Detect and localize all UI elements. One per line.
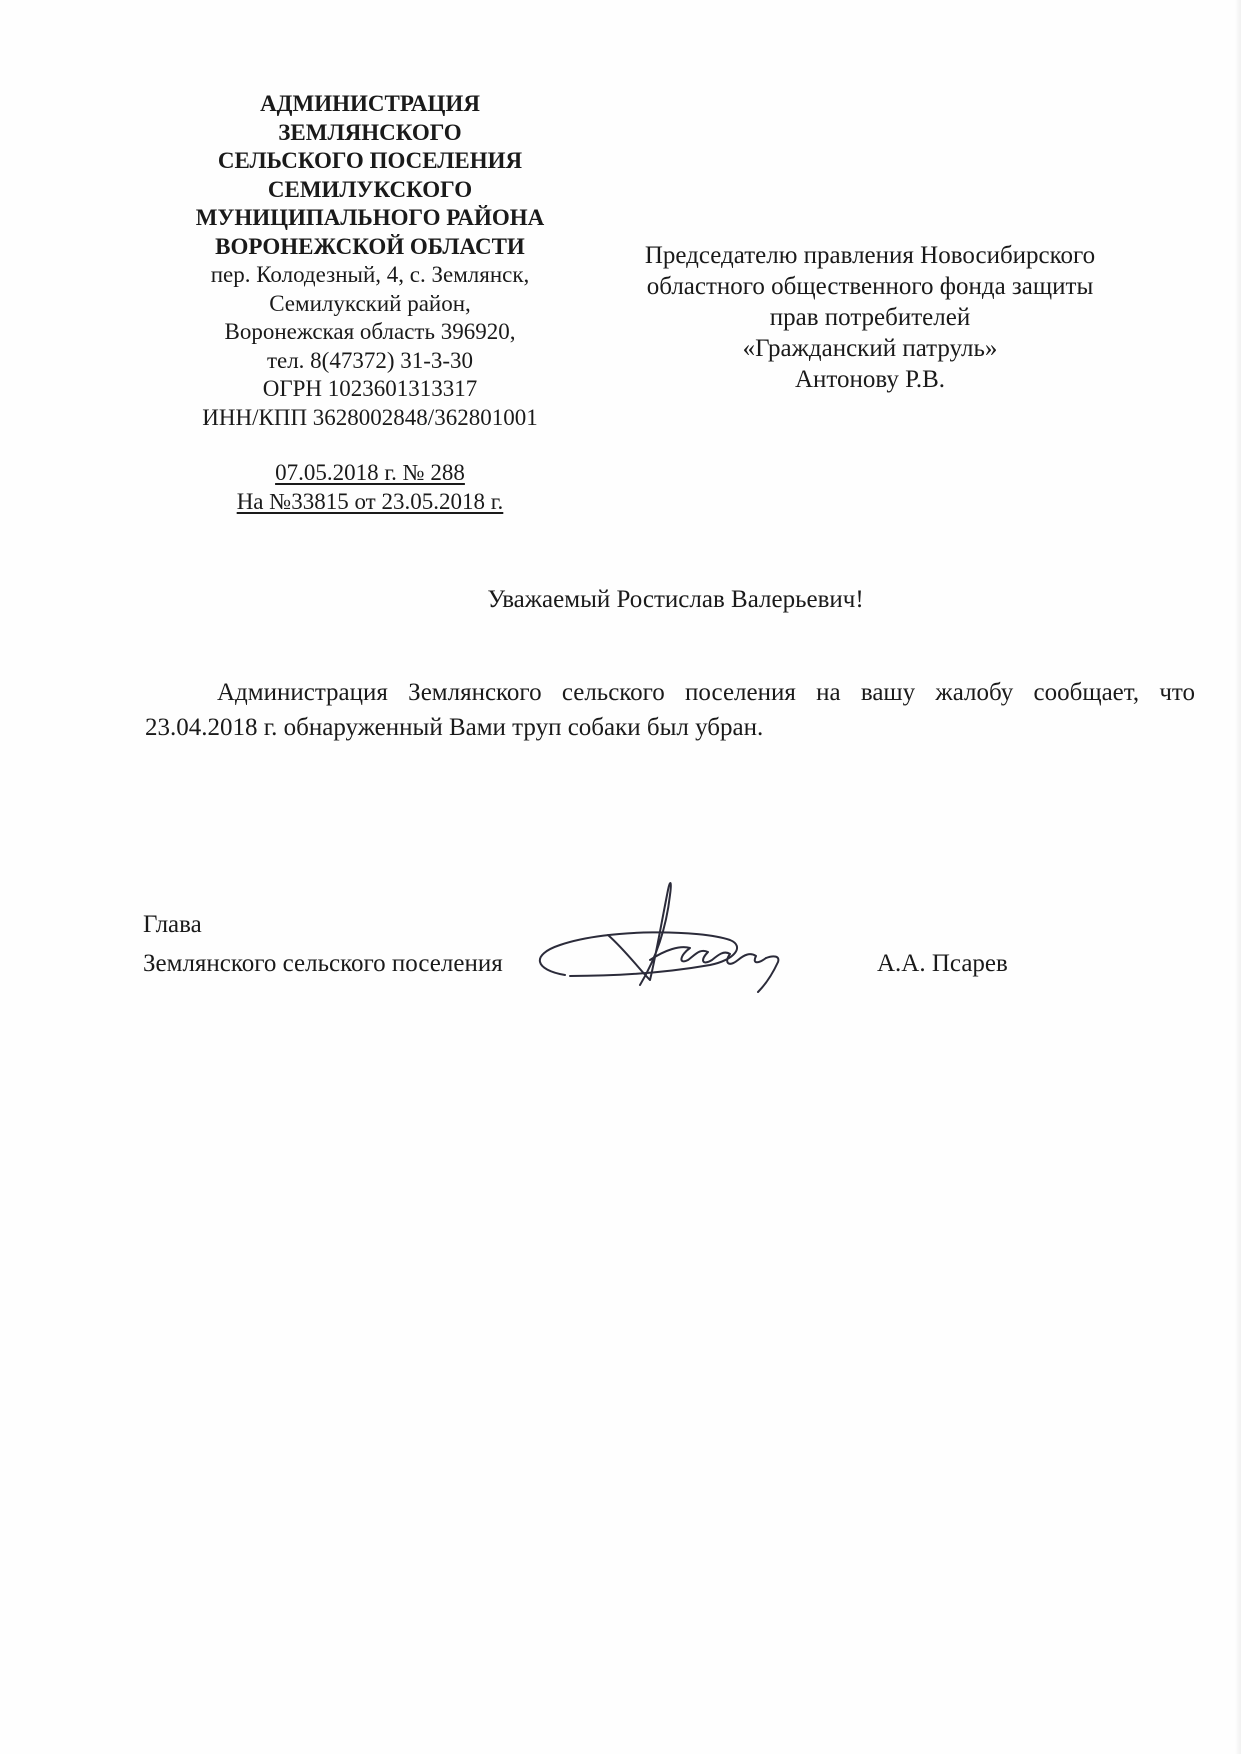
sender-address-line: Семилукский район, — [269, 290, 471, 316]
recipient-line: областного общественного фонда защиты — [646, 273, 1094, 300]
body-paragraph: Администрация Землянского сельского поселения на вашу жалобу сообщает, что 23.04.2018 г. обнаруженный Вами труп собаки был убран. — [145, 679, 1195, 741]
sender-ogrn: ОГРН 1023601313317 — [262, 376, 478, 401]
sender-org-line: МУНИЦИПАЛЬНОГО РАЙОНА — [195, 205, 545, 230]
sender-block — [160, 90, 580, 516]
sender-org-line: СЕМИЛУКСКОГО — [267, 176, 473, 202]
letter-body — [145, 675, 1195, 745]
sender-org-line: ВОРОНЕЖСКОЙ ОБЛАСТИ — [215, 233, 525, 259]
recipient-block — [600, 240, 1140, 395]
outgoing-reference: 07.05.2018 г. № 288 — [275, 460, 465, 485]
incoming-reference: На №33815 от 23.05.2018 г. — [236, 488, 504, 514]
sender-org-line: ЗЕМЛЯНСКОГО — [278, 119, 462, 145]
sender-phone: тел. 8(47372) 31-3-30 — [266, 347, 474, 373]
recipient-line: «Гражданский патруль» — [742, 335, 998, 362]
signer-name: А.А. Псарев — [877, 950, 1008, 977]
sender-inn-kpp: ИНН/КПП 3628002848/362801001 — [202, 404, 538, 430]
recipient-line: Председателю правления Новосибирского — [644, 242, 1096, 269]
reference-block — [160, 459, 580, 516]
signatory-title-line2: Землянского сельского поселения — [143, 950, 503, 977]
handwritten-signature — [530, 860, 850, 1000]
recipient-name: Антонову Р.В. — [794, 366, 946, 393]
scan-edge-shadow — [1235, 0, 1241, 1754]
recipient-line: прав потребителей — [769, 304, 971, 331]
salutation — [0, 584, 1241, 615]
sender-address-line: пер. Колодезный, 4, с. Землянск, — [210, 262, 530, 287]
sender-org-line: АДМИНИСТРАЦИЯ — [260, 91, 480, 116]
signatory-title-line1: Глава — [143, 911, 202, 938]
salutation-text: Уважаемый Ростислав Валерьевич! — [487, 586, 864, 613]
signatory-title — [143, 905, 503, 983]
sender-address-line: Воронежская область 396920, — [224, 319, 516, 344]
sender-org-line: СЕЛЬСКОГО ПОСЕЛЕНИЯ — [217, 148, 523, 173]
